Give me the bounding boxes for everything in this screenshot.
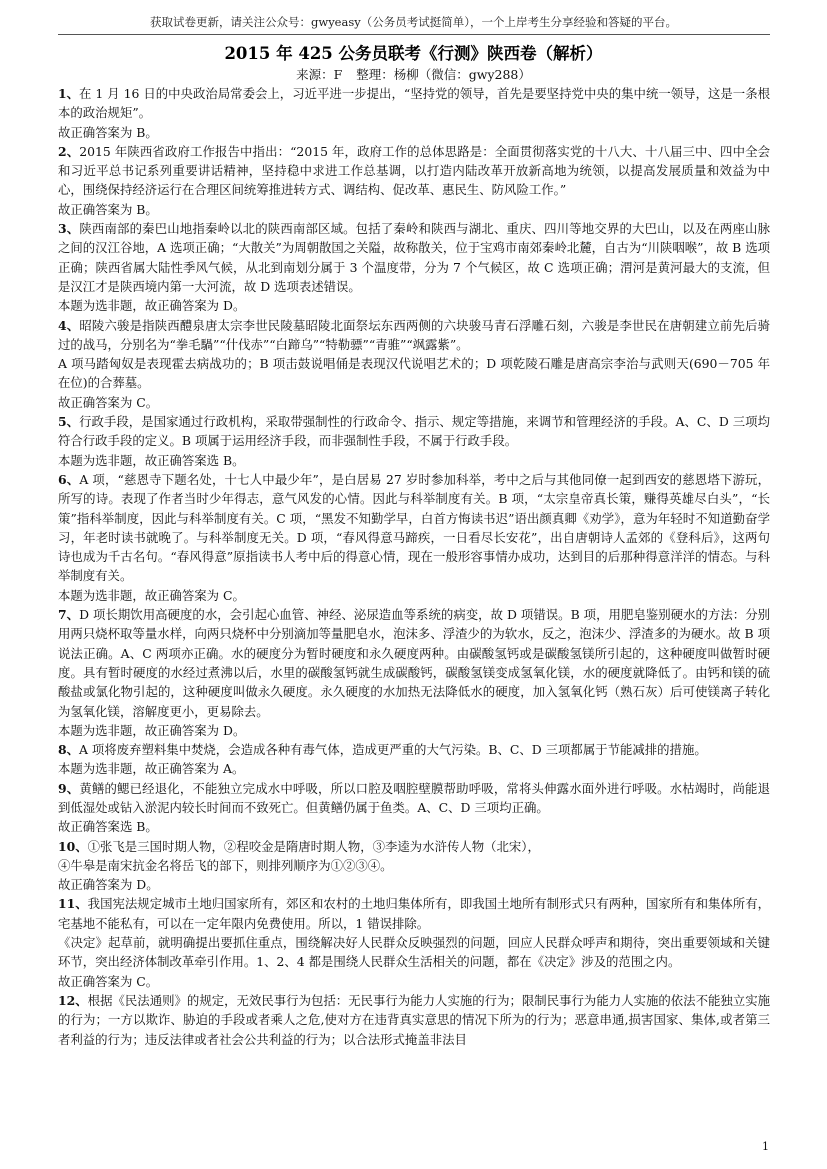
page-number: 1 xyxy=(762,1140,769,1153)
explanation-line xyxy=(58,123,770,142)
paragraph-text: 根据《民法通则》的规定，无效民事行为包括：无民事行为能力人实施的行为；限制民事行为能力人实施的依法不能独立实施的行为；一方以欺诈、胁迫的手段或者乘人之危,使对方在违背真实意思的情况下所为的行为；恶意串通,损害国家、集体,或者第三者利益的行为；违反法律或者社会公共利益的行为；以合法形式掩盖非法目 xyxy=(58,992,770,1047)
paragraph-text: 本题为选非题，故正确答案为 D。 xyxy=(58,722,246,738)
paragraph-text: 本题为选非题，故正确答案为 C。 xyxy=(58,587,245,603)
paragraph-text: D 项长期饮用高硬度的水，会引起心血管、神经、泌尿造血等系统的病变，故 D 项错误。B 项，用肥皂鉴别硬水的方法：分别用两只烧杯取等量水样，向两只烧杯中分别滴加等量肥皂水，泡沫多、浮渣少的为软水，反之，泡沫少、浮渣多的为硬水。故 B 项说法正确。A、C 两项亦正确。水的硬度分为暂时硬度和永久硬度两种。由碳酸氢钙或是碳酸氢镁所引起的，这种硬度叫做暂时硬度。具有暂时硬度的水经过煮沸以后，水里的碳酸氢钙就生成碳酸钙，碳酸氢镁变成氢氧化镁，水的硬度就降低了。由钙和镁的硫酸盐或氯化物引起的，这种硬度叫做永久硬度。永久硬度的水加热无法降低水的硬度，加入氢氧化钙（熟石灰）后可使镁离子转化为氢氧化镁，溶解度更小，更易除去。 xyxy=(58,607,771,719)
explanation-line xyxy=(58,933,770,972)
question-paragraph xyxy=(58,219,770,296)
paragraph-text: 昭陵六骏是指陕西醴泉唐太宗李世民陵墓昭陵北面祭坛东西两侧的六块骏马青石浮雕石刻，六骏是李世民在唐朝建立前先后骑过的战马，分别名为“拳毛騧”“什伐赤”“白蹄乌”“特勒骠”“青骓”“飒露紫”。 xyxy=(58,317,771,352)
paragraph-text: ④牛皋是南宋抗金名将岳飞的部下，则排列顺序为①②③④。 xyxy=(58,857,393,873)
explanation-line xyxy=(58,875,770,894)
paragraph-text: 黄鳝的鳃已经退化，不能独立完成水中呼吸，所以口腔及咽腔壁膜帮助呼吸，常将头伸露水面外进行呼吸。水枯竭时，尚能退到低湿处或钻入淤泥内较长时间而不致死亡。但黄鳝仍属于鱼类。A、C、D 三项均正确。 xyxy=(58,780,771,815)
question-number: 9、 xyxy=(58,780,80,796)
header-notice: 获取试卷更新，请关注公众号：gwyeasy（公务员考试挺简单），一个上岸考生分享经验和答疑的平台。 xyxy=(149,15,677,29)
paragraph-text: A 项马踏匈奴是表现霍去病战功的；B 项击鼓说唱俑是表现汉代说唱艺术的；D 项乾陵石雕是唐高宗李治与武则天(690－705 年在位)的合葬墓。 xyxy=(58,356,770,391)
header-divider xyxy=(58,34,770,35)
paragraph-text: ①张飞是三国时期人物，②程咬金是隋唐时期人物，③李逵为水浒传人物（北宋）， xyxy=(87,838,540,854)
source-line xyxy=(0,65,827,83)
explanation-line xyxy=(58,451,770,470)
explanation-line xyxy=(58,817,770,836)
paragraph-text: 故正确答案为 B。 xyxy=(58,201,158,217)
explanation-line xyxy=(58,721,770,740)
question-paragraph xyxy=(58,991,770,1049)
paragraph-text: A 项将废弃塑料集中焚烧，会造成各种有毒气体，造成更严重的大气污染。B、C、D 三项都属于节能减排的措施。 xyxy=(79,742,707,758)
explanation-line xyxy=(58,200,770,219)
question-paragraph xyxy=(58,470,770,586)
question-number: 2、 xyxy=(58,143,80,159)
question-number: 10、 xyxy=(58,838,88,854)
paragraph-text: 本题为选非题，故正确答案选 B。 xyxy=(58,452,245,468)
question-number: 1、 xyxy=(58,86,80,101)
paragraph-text: 《决定》起草前，就明确提出要抓住重点，围绕解决好人民群众反映强烈的问题，回应人民群众呼声和期待，突出重要领域和关键环节，突出经济体制改革牵引作用。1、2、4 都是围绕人民群众生活相关的问题，都在《决定》涉及的范围之内。 xyxy=(58,935,770,970)
question-number: 4、 xyxy=(58,317,80,333)
explanation-line xyxy=(58,759,770,778)
question-paragraph xyxy=(58,740,770,759)
question-paragraph xyxy=(58,84,770,123)
explanation-line xyxy=(58,354,770,393)
explanation-line xyxy=(58,393,770,412)
question-paragraph xyxy=(58,412,770,451)
question-number: 8、 xyxy=(58,742,80,758)
question-paragraph xyxy=(58,316,770,355)
paragraph-text: 故正确答案为 C。 xyxy=(58,973,159,989)
organizer-label: 整理：杨柳（微信：gwy288） xyxy=(356,67,531,82)
question-number: 5、 xyxy=(58,414,80,430)
explanation-line xyxy=(58,972,770,991)
paragraph-text: 故正确答案选 B。 xyxy=(58,819,158,835)
question-paragraph xyxy=(58,837,770,856)
question-paragraph xyxy=(58,605,770,721)
paragraph-text: 行政手段，是国家通过行政机构，采取带强制性的行政命令、指示、规定等措施，来调节和管理经济的手段。A、C、D 三项均符合行政手段的定义。B 项属于运用经济手段，而非强制性手段，不属于行政手段。 xyxy=(58,414,770,449)
paragraph-text: 故正确答案为 C。 xyxy=(58,394,159,410)
paragraph-text: 本题为选非题，故正确答案为 D。 xyxy=(58,298,246,314)
explanation-line xyxy=(58,856,770,875)
paragraph-text: 我国宪法规定城市土地归国家所有，郊区和农村的土地归集体所有，即我国土地所有制形式只有两种，国家所有和集体所有，宅基地不能私有，可以在一定年限内免费使用。所以，1 错误排除。 xyxy=(58,896,770,931)
question-paragraph xyxy=(58,779,770,818)
source-label: 来源：F xyxy=(296,67,343,82)
paragraph-text: 本题为选非题，故正确答案为 A。 xyxy=(58,761,245,777)
paragraph-text: 故正确答案为 D。 xyxy=(58,877,159,893)
question-number: 6、 xyxy=(58,471,80,487)
paragraph-text: 故正确答案为 B。 xyxy=(58,124,158,140)
question-paragraph xyxy=(58,894,770,933)
answer-explanations xyxy=(58,84,770,1049)
question-number: 3、 xyxy=(58,221,80,237)
paragraph-text: 在 1 月 16 日的中央政治局常委会上，习近平进一步提出，“坚持党的领导，首先是要坚持党中央的集中统一领导，这是一条根本的政治规矩”。 xyxy=(58,86,770,121)
paragraph-text: 陕西南部的秦巴山地指秦岭以北的陕西南部区域。包括了秦岭和陕西与湖北、重庆、四川等地交界的大巴山，以及在两座山脉之间的汉江谷地，A 选项正确；“大散关”为周朝散国之关隘，故称散关，位于宝鸡市南郊秦岭北麓，自古为“川陕咽喉”，故 B 选项正确；陕西省属大陆性季风气候，从北到南划分属于 3 个温度带，分为 7 个气候区，故 C 选项正确；渭河是黄河最大的支流，但是汉江才是陕西境内第一大河流，故 D 选项表述错误。 xyxy=(58,221,771,294)
explanation-line xyxy=(58,586,770,605)
page-title: 2015 年 425 公务员联考《行测》陕西卷（解析） xyxy=(224,44,603,63)
question-paragraph xyxy=(58,142,770,200)
question-number: 7、 xyxy=(58,607,80,623)
question-number: 12、 xyxy=(58,992,88,1008)
paragraph-text: A 项，“慈恩寺下题名处，十七人中最少年”，是白居易 27 岁时参加科举，考中之后与其他同僚一起到西安的慈恩塔下游玩，所写的诗。表现了作者当时少年得志，意气风发的心情。因此与科举制度有关。B 项，“太宗皇帝真长策，赚得英雄尽白头”，“长策”指科举制度，因此与科举制度有关。C 项，“黑发不知勤学早，白首方悔读书迟”语出颜真卿《劝学》，意为年轻时不知道勤奋学习，年老时读书就晚了。与科举制度无关。D 项，“春风得意马蹄疾，一日看尽长安花”，出自唐朝诗人孟郊的《登科后》，这两句诗也成为千古名句。“春风得意”原指读书人考中后的得意心情，现在一般形容事情办成功，达到目的后那种得意洋洋的情态。与科举制度有关。 xyxy=(58,471,770,584)
explanation-line xyxy=(58,296,770,315)
paragraph-text: 2015 年陕西省政府工作报告中指出：“2015 年，政府工作的总体思路是：全面贯彻落实党的十八大、十八届三中、四中全会和习近平总书记系列重要讲话精神，坚持稳中求进工作总基调，以打造内陆改革开放新高地为统领，以提高发展质量和效益为中心，围绕保持经济运行在合理区间统筹推进转方式、调结构、促改革、惠民生、防风险工作。” xyxy=(58,143,770,198)
question-number: 11、 xyxy=(58,896,88,912)
